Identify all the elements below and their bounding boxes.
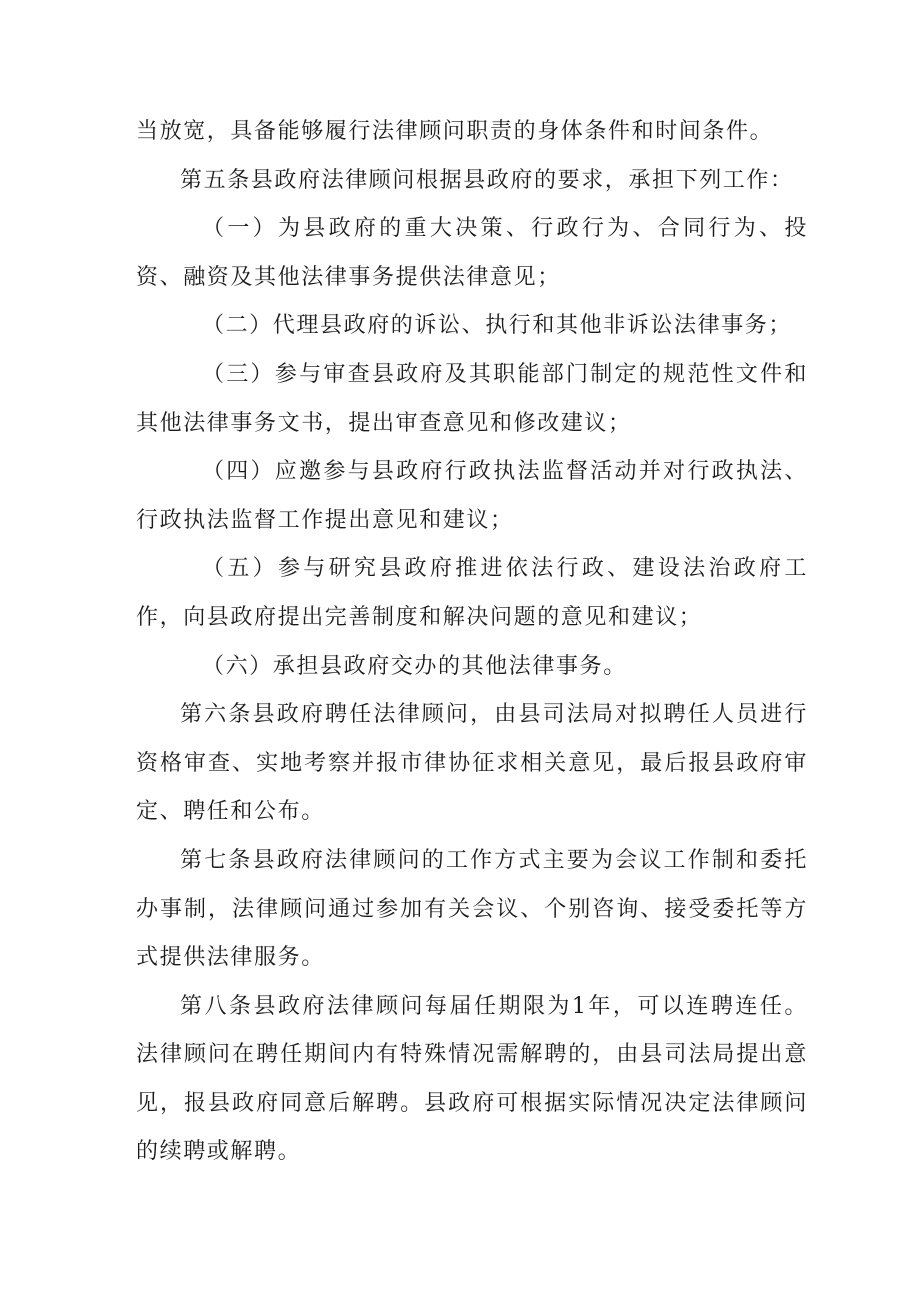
paragraph-item-6: （六）承担县政府交办的其他法律事务。 — [202, 653, 627, 679]
document-body — [136, 108, 808, 1177]
paragraph-item-4: （四）应邀参与县政府行政执法监督活动并对行政执法、行政执法监督工作提出意见和建议； — [136, 459, 808, 533]
paragraph-article-7: 第七条县政府法律顾问的工作方式主要为会议工作制和委托办事制，法律顾问通过参加有关会议、个别咨询、接受委托等方式提供法律服务。 — [136, 847, 808, 971]
paragraph-continuation: 当放宽，具备能够履行法律顾问职责的身体条件和时间条件。 — [136, 119, 774, 144]
paragraph-article-6: 第六条县政府聘任法律顾问，由县司法局对拟聘任人员进行资格审查、实地考察并报市律协征求相关意见，最后报县政府审定、聘任和公布。 — [136, 702, 808, 825]
paragraph-item-5: （五）参与研究县政府推进依法行政、建设法治政府工作，向县政府提出完善制度和解决问题的意见和建议； — [136, 556, 808, 630]
paragraph-article-5: 第五条县政府法律顾问根据县政府的要求，承担下列工作： — [180, 167, 794, 193]
paragraph-item-3: （三）参与审查县政府及其职能部门制定的规范性文件和其他法律事务文书，提出审查意见和修改建议； — [136, 361, 808, 436]
paragraph-item-2: （二）代理县政府的诉讼、执行和其他非诉讼法律事务； — [202, 313, 793, 339]
paragraph-item-1: （一）为县政府的重大决策、行政行为、合同行为、投资、融资及其他法律事务提供法律意见； — [136, 216, 808, 290]
paragraph-article-8: 第八条县政府法律顾问每届任期限为1年，可以连聘连任。法律顾问在聘任期间内有特殊情况需解聘的，由县司法局提出意见，报县政府同意后解聘。县政府可根据实际情况决定法律顾问的续聘或解聘。 — [136, 993, 808, 1165]
